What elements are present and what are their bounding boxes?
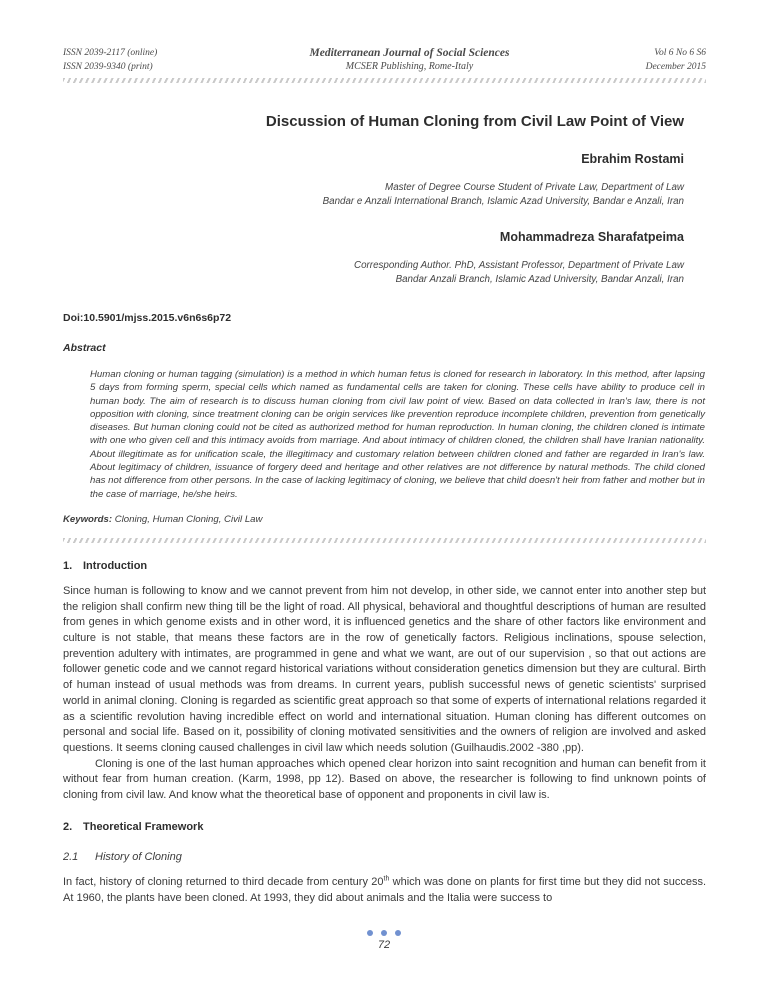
abstract-heading: Abstract [63,342,106,354]
subsection-heading-history-of-cloning [63,851,706,863]
history-paragraph [63,875,706,906]
affiliation-line: Master of Degree Course Student of Private Law, Department of Law [385,182,684,193]
history-paragraph-text: In fact, history of cloning returned to third decade from century 20 [63,875,384,888]
doi-line: Doi:10.5901/mjss.2015.v6n6s6p72 [63,312,232,324]
author-affiliation-1 [63,181,684,208]
footer-dots-ornament [0,928,768,936]
section-title: Theoretical Framework [83,820,204,833]
section-number: 1. [63,559,73,572]
affiliation-line: Corresponding Author. PhD, Assistant Professor, Department of Private Law [354,260,684,271]
ordinal-superscript: th [383,875,390,883]
journal-publisher: MCSER Publishing, Rome-Italy [345,61,474,72]
subsection-number: 2.1 [63,850,79,863]
subsection-title: History of Cloning [95,850,182,863]
keywords-divider [63,538,706,543]
page-number: 72 [377,939,391,951]
issn-print: ISSN 2039-9340 (print) [63,62,153,72]
issue-volume: Vol 6 No 6 S6 [654,48,706,58]
section-heading-introduction [63,560,706,572]
author-name-1: Ebrahim Rostami [581,152,684,166]
keywords-value: Cloning, Human Cloning, Civil Law [112,513,263,525]
issn-block [63,46,263,74]
journal-title-block [263,46,556,74]
affiliation-line: Bandar Anzali Branch, Islamic Azad University, Bandar Anzali, Iran [395,273,684,285]
keywords-line [63,514,706,525]
journal-name: Mediterranean Journal of Social Sciences [309,47,510,59]
header-divider [63,78,706,83]
issn-online: ISSN 2039-2117 (online) [63,48,158,58]
dot-icon [367,930,373,936]
history-paragraph-text: which was done on plants for first time but they did not success. At 1960, the plants have been cloned. At 1993, they did about animals and the Italia were success to [63,875,707,904]
dot-icon [395,930,401,936]
author-name-2: Mohammadreza Sharafatpeima [499,230,684,244]
issue-block [556,46,706,74]
section-heading-theoretical-framework [63,821,706,833]
section-number: 2. [63,820,73,833]
intro-paragraph-1: Since human is following to know and we cannot prevent from him not develop, in other side, we cannot enter into another step but the religion shall confirm new thing till be the light of road. All physical, behavioral and thoughtful descriptions of human are resulted from genes in which genome exists and in other word, it is influenced genetics and the share of other factors like environment and culture is not stable, that means these factors are in the row of genetically factors. Religious inclinations, spouse selection, prevention adultery with intimates, are programmed in gene and what we want, are out of our supervision , so that out actions are follower genetic code and we cannot regard historical variations without consideration genetics dimension but they are cultural. Birth of human instead of usual methods was from dreams. In current years, publish successful news of genetic scientists' surprised world in animal cloning. Cloning is regarded as scientific great approach so that some of experts of international relations regarded it as a scientific revolution having incredible effect on world and international situation. Human cloning has different outcomes on personal and social life. Based on it, possibility of cloning motivated sensitivities and the owners of religion are involved and asked questions. It seems cloning caused challenges in civil law which needs solution (Guilhaudis.2002 -380 ,pp). [63,584,706,754]
article-title: Discussion of Human Cloning from Civil Law Point of View [265,113,684,130]
page-footer [0,928,768,951]
section-title: Introduction [83,559,148,572]
affiliation-line: Bandar e Anzali International Branch, Islamic Azad University, Bandar e Anzali, Iran [322,195,684,207]
journal-header [63,46,706,74]
abstract-text: Human cloning or human tagging (simulation) is a method in which human fetus is cloned for research in laboratory. In this method, after lapsing 5 days from forming sperm, special cells which named as fundamental cells are taken for cloning. These cells have ability to produce cell in human body. The aim of research is to discuss human cloning from civil law point of view. Based on data collected in Iran's law, there is not opposition with cloning, since treatment cloning can be origin services like prevention reproduce incomplete children, prevention from genetically diseases. But human cloning could not be cited as authorized method for human reproduction. In human cloning, the children cloned is intimate with one who given cell and this intimacy avoids from marriage. And about intimacy of children cloned, the children shall have Iranian nationality. About illegitimate as for unification scale, the illegitimacy and customary relation between children cloned and father are regarded in Iran's law. About legitimacy of children, issuance of forgery deed and heritage and other relatives are not difference by natural methods. The child cloned has not difference from other persons. In the case of lacking legitimacy of cloning, we believe that child doesn't heir from father and mother but in the case of marriage, he/she heirs. [90,369,705,500]
author-affiliation-2 [63,259,684,286]
intro-paragraph-2: Cloning is one of the last human approaches which opened clear horizon into saint recognition and human can benefit from it without fear from human creation. (Karm, 1998, pp 12). Based on above, the researcher is following to find unknown points of cloning from civil law. And know what the theoretical base of opponent and proponents in civil law is. [63,757,706,802]
dot-icon [381,930,387,936]
keywords-label: Keywords: [63,513,113,525]
issue-date: December 2015 [645,62,706,72]
